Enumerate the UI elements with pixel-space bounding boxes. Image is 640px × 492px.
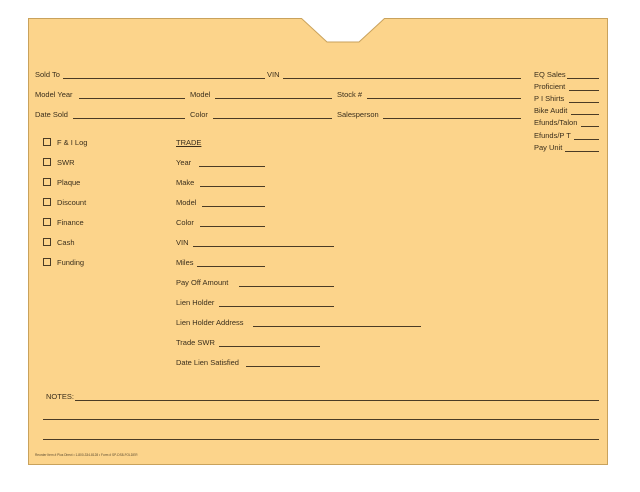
side-item-efunds-talon: Efunds/Talon <box>534 118 578 127</box>
checkbox-label-discount: Discount <box>57 198 87 207</box>
trade-payoff-label: Pay Off Amount <box>176 278 229 287</box>
trade-title: TRADE <box>176 138 202 147</box>
trade-year-label: Year <box>176 158 192 167</box>
trade-lien-holder-label: Lien Holder <box>176 298 215 307</box>
salesperson-label: Salesperson <box>337 110 379 119</box>
checkbox-swr[interactable] <box>43 158 51 166</box>
notes-line-1[interactable] <box>75 400 599 401</box>
side-item-line[interactable] <box>567 78 599 79</box>
checkbox-label-funding: Funding <box>57 258 85 267</box>
side-item-line[interactable] <box>565 151 599 152</box>
date-sold-label: Date Sold <box>35 110 68 119</box>
side-item-bike-audit: Bike Audit <box>534 106 568 115</box>
deal-folder <box>28 18 608 465</box>
trade-lien-address-label: Lien Holder Address <box>176 318 244 327</box>
side-item-efunds-pt: Efunds/P T <box>534 131 571 140</box>
side-item-line[interactable] <box>574 139 599 140</box>
notes-label: NOTES: <box>46 392 74 401</box>
color-line[interactable] <box>213 118 332 119</box>
stock-label: Stock # <box>337 90 363 99</box>
side-item-pi-shirts: P I Shirts <box>534 94 565 103</box>
trade-swr-line[interactable] <box>219 346 320 347</box>
trade-miles-label: Miles <box>176 258 194 267</box>
vin-label: VIN <box>267 70 280 79</box>
trade-model-label: Model <box>176 198 197 207</box>
trade-vin-line[interactable] <box>193 246 334 247</box>
side-item-pay-unit: Pay Unit <box>534 143 563 152</box>
footer-fine-print: Reorder Item # Plus Direct • 1-800-334-8128 • Form # SP-DS8-FOLDER <box>35 453 138 457</box>
sold-to-label: Sold To <box>35 70 60 79</box>
trade-swr-label: Trade SWR <box>176 338 215 347</box>
vin-line[interactable] <box>283 78 521 79</box>
trade-lien-satisfied-line[interactable] <box>246 366 320 367</box>
side-item-line[interactable] <box>569 90 599 91</box>
trade-payoff-line[interactable] <box>239 286 334 287</box>
model-line[interactable] <box>215 98 332 99</box>
checkbox-label-cash: Cash <box>57 238 75 247</box>
trade-color-line[interactable] <box>200 226 265 227</box>
checkbox-label-fi-log: F & I Log <box>57 138 88 147</box>
trade-vin-label: VIN <box>176 238 189 247</box>
sold-to-line[interactable] <box>63 78 265 79</box>
checkbox-label-plaque: Plaque <box>57 178 81 187</box>
date-sold-line[interactable] <box>73 118 185 119</box>
trade-color-label: Color <box>176 218 194 227</box>
trade-lien-satisfied-label: Date Lien Satisfied <box>176 358 239 367</box>
trade-lien-address-line[interactable] <box>253 326 421 327</box>
trade-make-line[interactable] <box>200 186 265 187</box>
color-label: Color <box>190 110 208 119</box>
checkbox-label-finance: Finance <box>57 218 84 227</box>
checkbox-cash[interactable] <box>43 238 51 246</box>
model-year-line[interactable] <box>79 98 185 99</box>
checkbox-fi-log[interactable] <box>43 138 51 146</box>
side-item-line[interactable] <box>571 114 599 115</box>
trade-miles-line[interactable] <box>197 266 265 267</box>
trade-year-line[interactable] <box>199 166 265 167</box>
trade-model-line[interactable] <box>202 206 265 207</box>
side-item-proficient: Proficient <box>534 82 566 91</box>
model-label: Model <box>190 90 211 99</box>
side-item-eq-sales: EQ Sales <box>534 70 566 79</box>
checkbox-funding[interactable] <box>43 258 51 266</box>
notes-line-2[interactable] <box>43 419 599 420</box>
checkbox-label-swr: SWR <box>57 158 75 167</box>
side-item-line[interactable] <box>569 102 599 103</box>
trade-lien-holder-line[interactable] <box>219 306 334 307</box>
checkbox-discount[interactable] <box>43 198 51 206</box>
salesperson-line[interactable] <box>383 118 521 119</box>
checkbox-finance[interactable] <box>43 218 51 226</box>
notes-line-3[interactable] <box>43 439 599 440</box>
checkbox-plaque[interactable] <box>43 178 51 186</box>
stock-line[interactable] <box>367 98 521 99</box>
model-year-label: Model Year <box>35 90 73 99</box>
trade-make-label: Make <box>176 178 195 187</box>
folder-tab-notch <box>301 18 385 44</box>
side-item-line[interactable] <box>581 126 599 127</box>
